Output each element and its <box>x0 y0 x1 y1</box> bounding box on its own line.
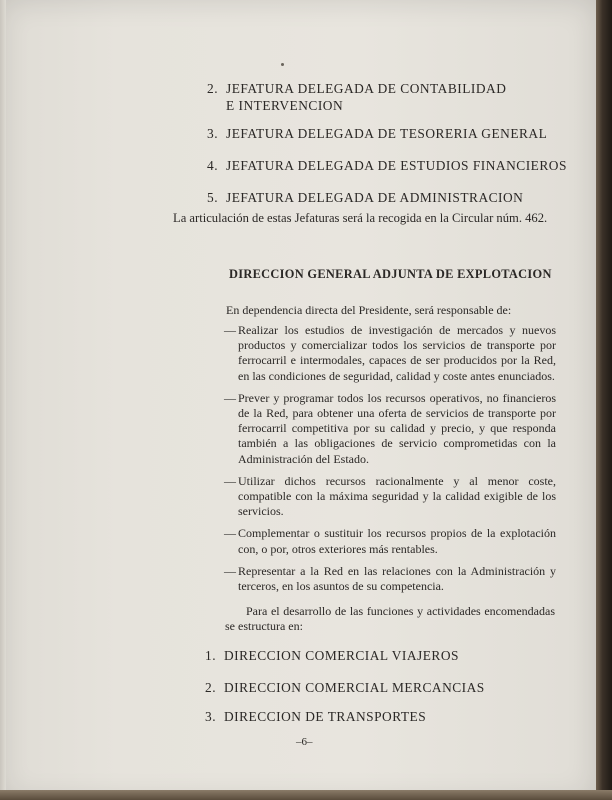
direccion-label: DIRECCION COMERCIAL VIAJEROS <box>224 648 459 663</box>
list-item <box>224 526 556 556</box>
direccion-number: 3. <box>205 709 217 724</box>
direccion-label: DIRECCION DE TRANSPORTES <box>224 709 427 724</box>
jefatura-label-continued: E INTERVENCION <box>226 98 344 113</box>
jefatura-number: 3. <box>207 126 219 141</box>
bullet-dash: — <box>224 390 236 405</box>
jefatura-label: JEFATURA DELEGADA DE ADMINISTRACION <box>226 190 524 205</box>
list-item <box>224 564 556 594</box>
page-right-edge <box>596 0 612 800</box>
jefatura-item-2 <box>207 80 506 114</box>
bullet-dash: — <box>224 563 236 578</box>
responsabilidades-list <box>224 323 556 601</box>
bullet-dash: — <box>224 526 236 541</box>
jefatura-number: 2. <box>207 81 219 96</box>
bullet-dash: — <box>224 323 236 337</box>
jefatura-number: 4. <box>207 158 219 173</box>
list-item-text: Realizar los estudios de investigación de mercados y nuevos productos y comercializar todos los servicios de transporte por ferrocarril e intermodales, capaces de ser producidos por la Red, en las condiciones de seguridad, calidad y coste antes enunciados. <box>238 323 556 383</box>
list-item <box>224 323 556 384</box>
list-item <box>224 391 556 467</box>
page-bottom-edge <box>0 790 612 800</box>
jefatura-label: JEFATURA DELEGADA DE CONTABILIDAD <box>226 81 507 96</box>
page-speck <box>281 63 284 66</box>
articulacion-text: La articulación de estas Jefaturas será la recogida en la Circular núm. 462. <box>173 211 548 225</box>
dependencia-text: En dependencia directa del Presidente, será responsable de: <box>226 303 512 317</box>
list-item-text: Utilizar dichos recursos racionalmente y al menor coste, compatible con la máxima seguridad y la calidad exigible de los servicios. <box>238 473 556 519</box>
jefatura-item-3 <box>207 125 547 142</box>
list-item-text: Representar a la Red en las relaciones con la Administración y terceros, en los asuntos de su competencia. <box>238 563 556 594</box>
page-spine-shadow <box>0 0 6 800</box>
direccion-label: DIRECCION COMERCIAL MERCANCIAS <box>224 680 485 695</box>
direccion-item-1 <box>205 647 459 664</box>
list-item-text: Prever y programar todos los recursos operativos, no financieros de la Red, para obtener una oferta de servicios de transporte por ferrocarril competitiva por su calidad y precio, y que responda también a las obligaciones de servicio comprometidas con la Administración del Estado. <box>238 390 556 466</box>
direccion-number: 2. <box>205 680 217 695</box>
jefatura-number: 5. <box>207 190 219 205</box>
jefatura-item-5 <box>207 189 523 206</box>
direccion-number: 1. <box>205 648 217 663</box>
direccion-item-2 <box>205 679 485 696</box>
estructura-intro: Para el desarrollo de las funciones y actividades encomendadas se estructura en: <box>225 604 555 634</box>
bullet-dash: — <box>224 473 236 488</box>
direccion-item-3 <box>205 708 426 725</box>
jefatura-label: JEFATURA DELEGADA DE TESORERIA GENERAL <box>226 126 548 141</box>
jefatura-item-4 <box>207 157 567 174</box>
page-number: –6– <box>296 736 313 748</box>
jefatura-label: JEFATURA DELEGADA DE ESTUDIOS FINANCIEROS <box>226 158 567 173</box>
list-item-text: Complementar o sustituir los recursos propios de la explotación con, o por, otros exteriores más rentables. <box>238 526 556 556</box>
list-item <box>224 474 556 520</box>
section-heading: DIRECCION GENERAL ADJUNTA DE EXPLOTACION <box>229 267 552 281</box>
